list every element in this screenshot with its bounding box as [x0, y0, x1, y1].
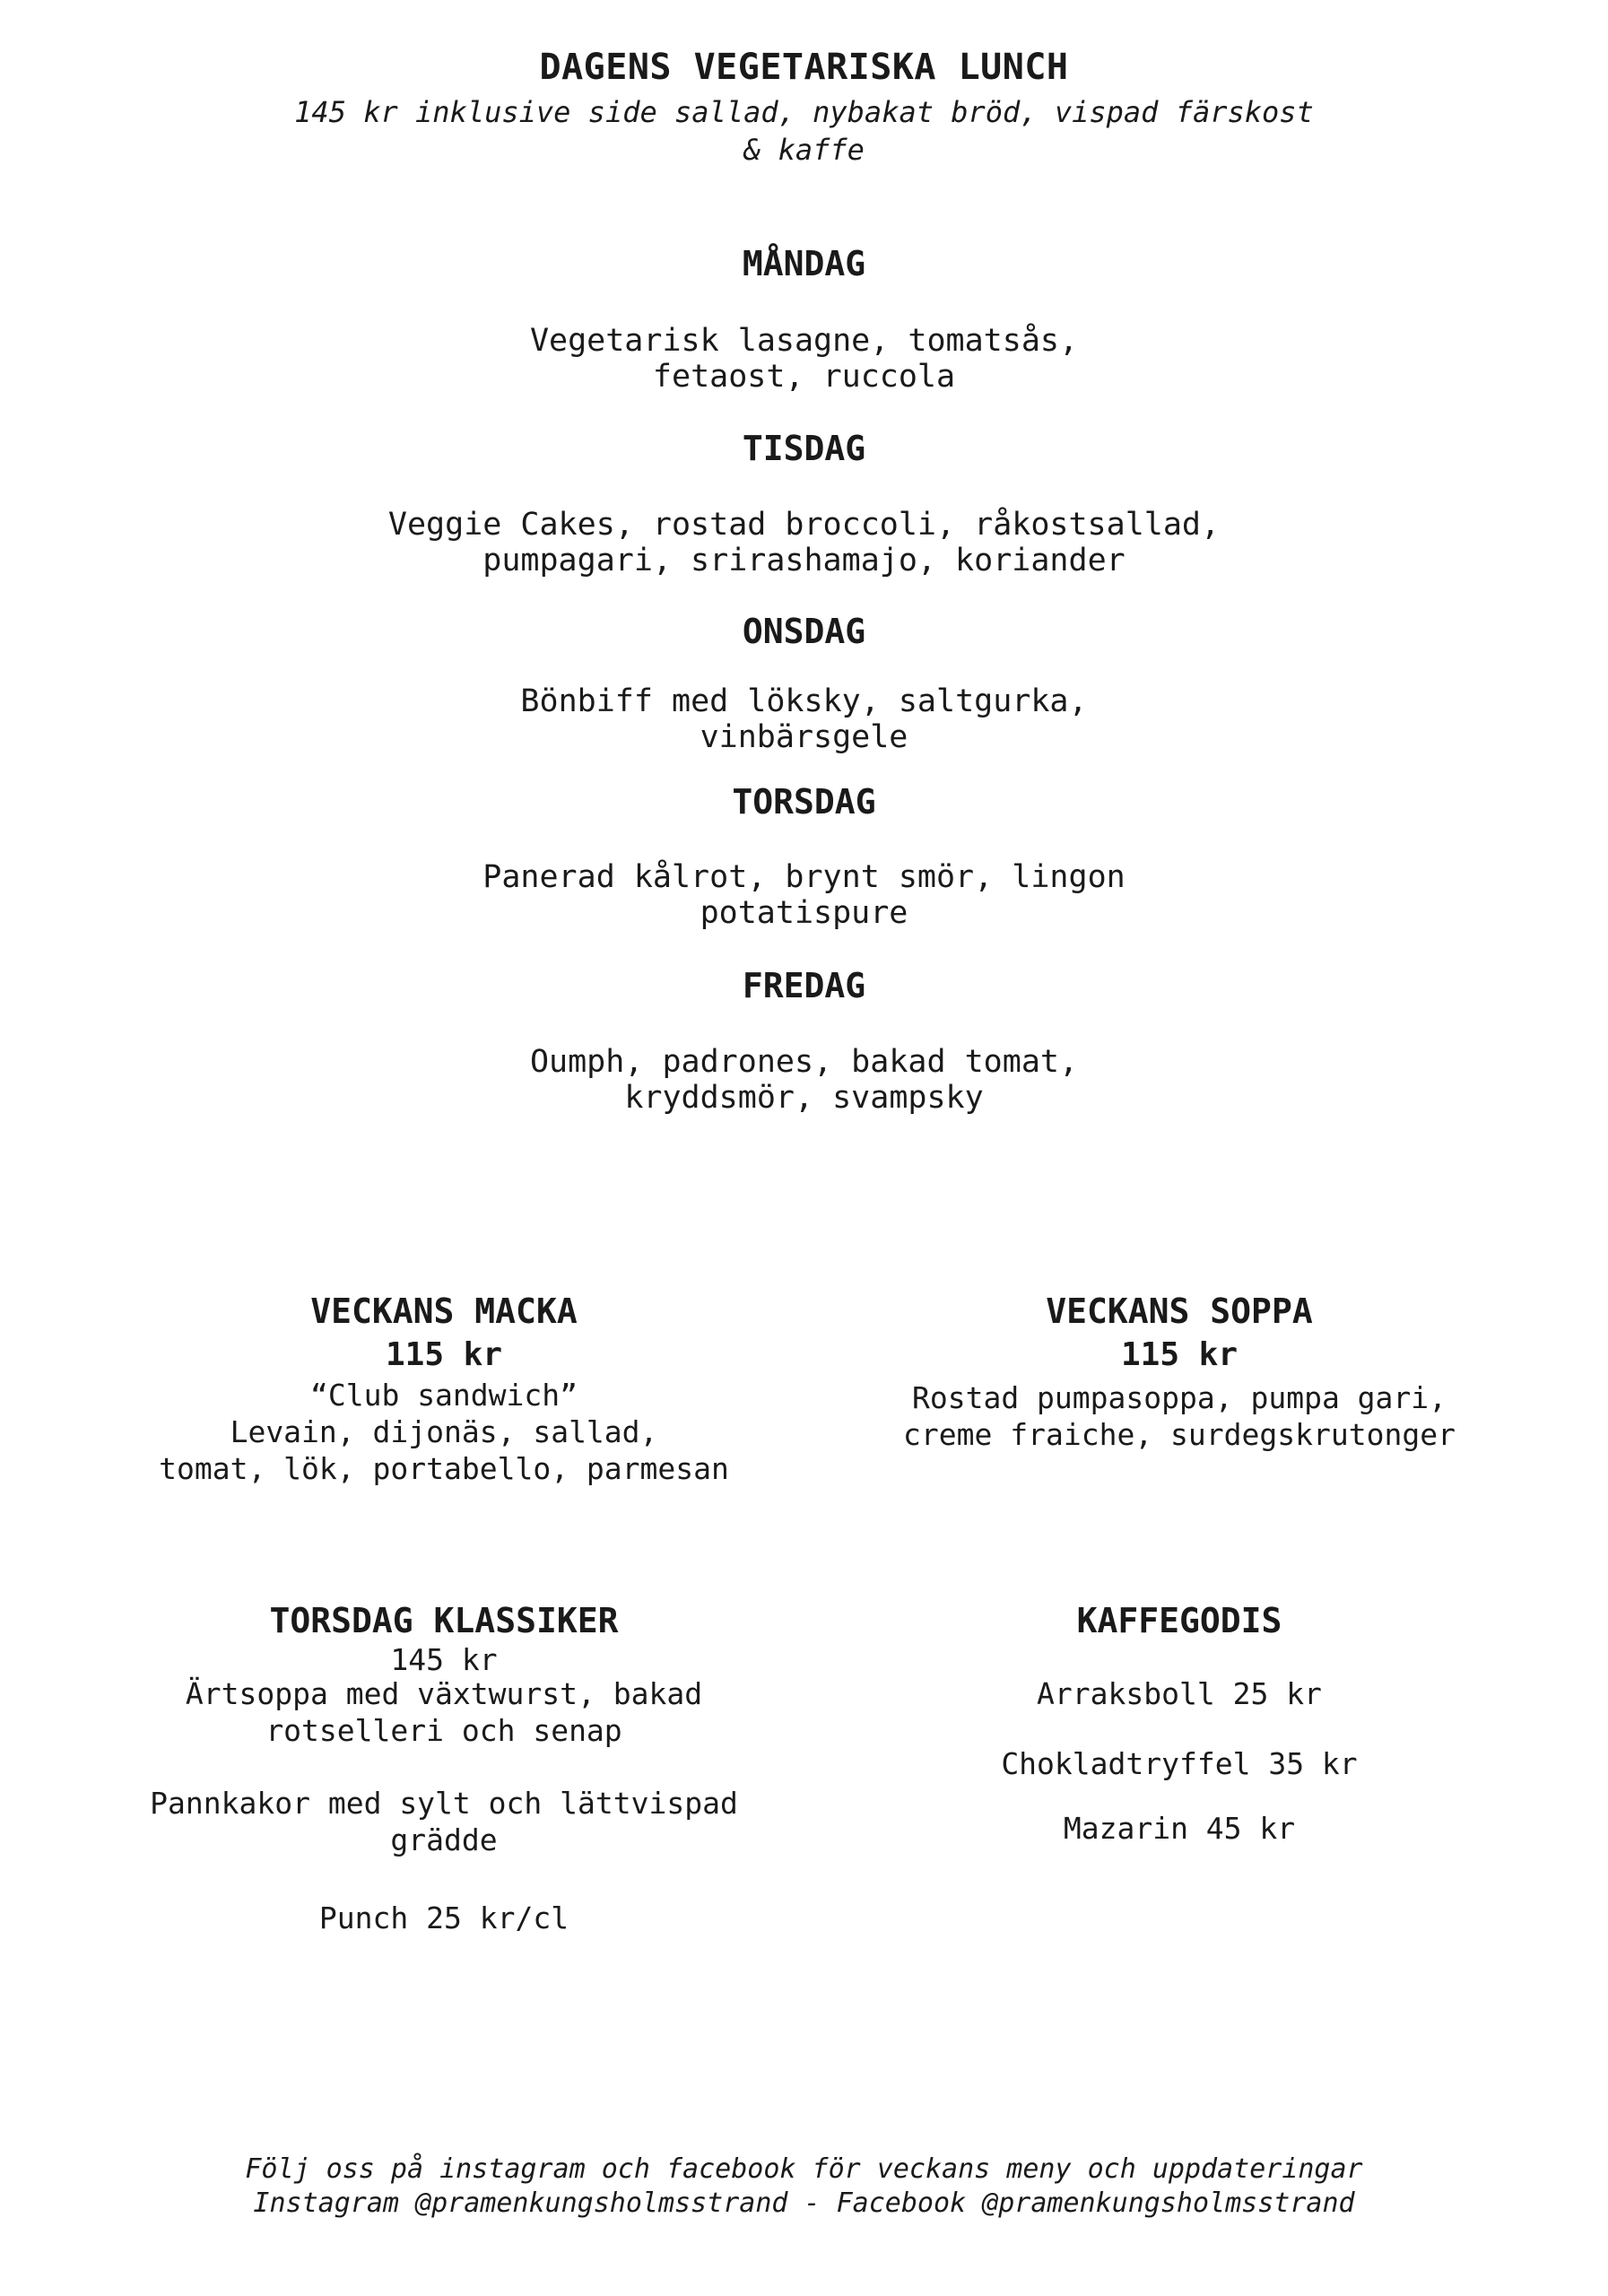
- menu-subtitle: [0, 93, 1608, 169]
- footer: [0, 2152, 1608, 2221]
- description-line: “Club sandwich”: [309, 1378, 578, 1413]
- dish-line: Bönbiff med löksky, saltgurka,: [520, 683, 1088, 719]
- day-heading-onsdag: ONSDAG: [742, 612, 866, 651]
- description-line: Levain, dijonäs, sallad,: [230, 1414, 658, 1449]
- description-line: Rostad pumpasoppa, pumpa gari,: [911, 1380, 1447, 1415]
- torsdag-klassiker-item: Punch 25 kr/cl: [318, 1900, 569, 1935]
- item-line: grädde: [390, 1822, 498, 1857]
- dish-line: Veggie Cakes, rostad broccoli, råkostsallad,: [387, 507, 1221, 543]
- item-line: Pannkakor med sylt och lättvispad: [150, 1786, 738, 1821]
- dish-line: vinbärsgele: [700, 719, 908, 755]
- torsdag-klassiker-price: 145 kr: [390, 1642, 498, 1677]
- veckans-soppa-description: [798, 1379, 1560, 1453]
- description-line: creme fraiche, surdegskrutonger: [903, 1417, 1456, 1452]
- dish-line: fetaost, ruccola: [652, 359, 956, 395]
- day-dish-mandag: [0, 323, 1608, 395]
- description-line: tomat, lök, portabello, parmesan: [159, 1451, 729, 1486]
- veckans-macka-description: [72, 1377, 816, 1487]
- dish-line: Oumph, padrones, bakad tomat,: [529, 1044, 1079, 1080]
- kaffegodis-item: Chokladtryffel 35 kr: [1001, 1746, 1358, 1781]
- item-line: Ärtsoppa med växtwurst, bakad: [185, 1676, 703, 1711]
- torsdag-klassiker-item: [72, 1675, 816, 1749]
- footer-line: Instagram @pramenkungsholmsstrand - Facebook @pramenkungsholmsstrand: [253, 2187, 1355, 2219]
- subtitle-line: & kaffe: [743, 133, 865, 167]
- item-line: rotselleri och senap: [265, 1713, 622, 1748]
- footer-line: Följ oss på instagram och facebook för veckans meny och uppdateringar: [245, 2153, 1363, 2185]
- menu-title: DAGENS VEGETARISKA LUNCH: [539, 47, 1069, 88]
- kaffegodis-item: Mazarin 45 kr: [1063, 1811, 1296, 1846]
- dish-line: Panerad kålrot, brynt smör, lingon: [482, 859, 1126, 895]
- dish-line: kryddsmör, svampsky: [624, 1080, 984, 1116]
- day-heading-torsdag: TORSDAG: [732, 782, 876, 822]
- veckans-macka-title: VECKANS MACKA: [310, 1292, 578, 1331]
- torsdag-klassiker-item: [72, 1785, 816, 1858]
- day-heading-mandag: MÅNDAG: [742, 244, 866, 283]
- kaffegodis-item: Arraksboll 25 kr: [1037, 1676, 1322, 1711]
- day-heading-tisdag: TISDAG: [742, 429, 866, 468]
- dish-line: potatispure: [700, 895, 908, 931]
- dish-line: pumpagari, srirashamajo, koriander: [482, 543, 1126, 578]
- dish-line: Vegetarisk lasagne, tomatsås,: [529, 323, 1079, 359]
- subtitle-line: 145 kr inklusive side sallad, nybakat bröd, vispad färskost: [294, 95, 1314, 129]
- day-dish-onsdag: [0, 683, 1608, 755]
- veckans-macka-price: 115 kr: [385, 1336, 503, 1373]
- kaffegodis-title: KAFFEGODIS: [1076, 1601, 1282, 1640]
- veckans-soppa-price: 115 kr: [1120, 1336, 1239, 1373]
- day-heading-fredag: FREDAG: [742, 966, 866, 1005]
- day-dish-torsdag: [0, 859, 1608, 931]
- day-dish-tisdag: [0, 507, 1608, 578]
- torsdag-klassiker-title: TORSDAG KLASSIKER: [269, 1601, 619, 1640]
- day-dish-fredag: [0, 1044, 1608, 1116]
- veckans-soppa-title: VECKANS SOPPA: [1046, 1292, 1313, 1331]
